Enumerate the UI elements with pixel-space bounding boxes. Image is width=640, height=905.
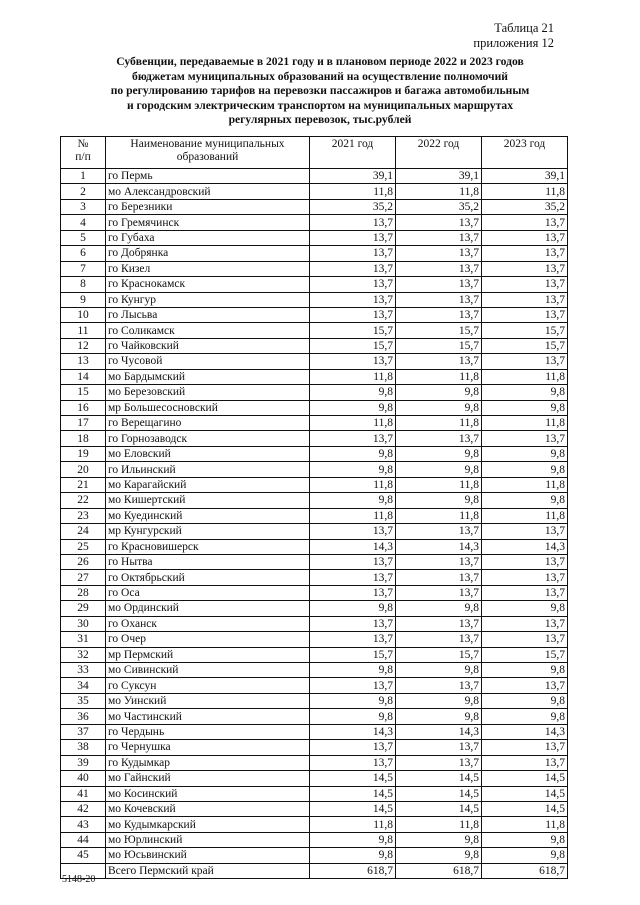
table-row	[61, 524, 568, 539]
table-row	[61, 307, 568, 322]
row-number: 35	[61, 693, 106, 708]
row-municipality: го Чайковский	[106, 338, 310, 353]
table-row	[61, 801, 568, 816]
row-number: 22	[61, 493, 106, 508]
table-row	[61, 493, 568, 508]
row-number: 6	[61, 246, 106, 261]
row-value-2021: 13,7	[310, 354, 396, 369]
table-row	[61, 848, 568, 863]
row-number: 13	[61, 354, 106, 369]
row-value-2022: 13,7	[396, 755, 482, 770]
row-value-2023: 13,7	[482, 678, 568, 693]
row-value-2022: 9,8	[396, 601, 482, 616]
row-value-2023: 39,1	[482, 169, 568, 184]
row-number: 34	[61, 678, 106, 693]
row-value-2021: 9,8	[310, 848, 396, 863]
table-row	[61, 663, 568, 678]
row-municipality: мо Гайнский	[106, 771, 310, 786]
table-row	[61, 832, 568, 847]
row-number: 24	[61, 524, 106, 539]
row-value-2023: 9,8	[482, 709, 568, 724]
header-name-line2: образований	[176, 151, 239, 163]
header-number-line1: №	[77, 138, 89, 150]
row-municipality: мр Пермский	[106, 647, 310, 662]
table-body	[61, 169, 568, 879]
row-value-2022: 14,5	[396, 771, 482, 786]
row-value-2021: 11,8	[310, 477, 396, 492]
table-row	[61, 431, 568, 446]
row-number: 23	[61, 508, 106, 523]
table-row	[61, 477, 568, 492]
row-value-2021: 13,7	[310, 616, 396, 631]
row-value-2021: 11,8	[310, 369, 396, 384]
row-value-2022: 13,7	[396, 616, 482, 631]
table-row	[61, 709, 568, 724]
row-municipality: го Лысьва	[106, 307, 310, 322]
table-row	[61, 246, 568, 261]
row-value-2022: 11,8	[396, 477, 482, 492]
row-municipality: го Ильинский	[106, 462, 310, 477]
table-row	[61, 755, 568, 770]
row-value-2023: 14,5	[482, 801, 568, 816]
row-value-2021: 13,7	[310, 431, 396, 446]
row-municipality: мо Карагайский	[106, 477, 310, 492]
row-number: 1	[61, 169, 106, 184]
table-row	[61, 462, 568, 477]
row-municipality: го Октябрьский	[106, 570, 310, 585]
row-municipality: мо Березовский	[106, 385, 310, 400]
row-value-2021: 9,8	[310, 709, 396, 724]
row-value-2021: 15,7	[310, 338, 396, 353]
row-municipality: го Кизел	[106, 261, 310, 276]
row-value-2021: 14,5	[310, 801, 396, 816]
row-number: 25	[61, 539, 106, 554]
row-value-2022: 15,7	[396, 338, 482, 353]
row-municipality: мо Кишертский	[106, 493, 310, 508]
row-value-2021: 13,7	[310, 230, 396, 245]
row-value-2022: 13,7	[396, 354, 482, 369]
row-number: 15	[61, 385, 106, 400]
row-value-2022: 13,7	[396, 277, 482, 292]
row-value-2022: 14,5	[396, 801, 482, 816]
row-value-2022: 14,3	[396, 724, 482, 739]
row-value-2023: 13,7	[482, 616, 568, 631]
table-row	[61, 416, 568, 431]
row-value-2021: 13,7	[310, 585, 396, 600]
table-row	[61, 369, 568, 384]
header-2022: 2022 год	[396, 137, 482, 169]
row-value-2023: 35,2	[482, 199, 568, 214]
row-municipality: го Губаха	[106, 230, 310, 245]
row-value-2021: 13,7	[310, 307, 396, 322]
row-municipality: го Чусовой	[106, 354, 310, 369]
row-value-2023: 15,7	[482, 647, 568, 662]
row-value-2023: 13,7	[482, 431, 568, 446]
title-line: бюджетам муниципальных образований на осуществление полномочий	[132, 69, 508, 83]
row-value-2022: 13,7	[396, 230, 482, 245]
row-value-2022: 13,7	[396, 524, 482, 539]
row-value-2021: 15,7	[310, 647, 396, 662]
row-value-2022: 9,8	[396, 493, 482, 508]
row-value-2021: 11,8	[310, 817, 396, 832]
table-row	[61, 740, 568, 755]
row-number: 5	[61, 230, 106, 245]
row-value-2023: 11,8	[482, 184, 568, 199]
row-value-2022: 9,8	[396, 385, 482, 400]
row-value-2022: 13,7	[396, 585, 482, 600]
row-number: 26	[61, 554, 106, 569]
title-line: Субвенции, передаваемые в 2021 году и в плановом периоде 2022 и 2023 годов	[116, 55, 524, 68]
row-municipality: мо Юсьвинский	[106, 848, 310, 863]
row-value-2023: 15,7	[482, 323, 568, 338]
row-value-2023: 11,8	[482, 817, 568, 832]
row-value-2021: 9,8	[310, 663, 396, 678]
row-number: 33	[61, 663, 106, 678]
row-value-2023: 9,8	[482, 446, 568, 461]
row-value-2021: 9,8	[310, 493, 396, 508]
row-value-2021: 13,7	[310, 554, 396, 569]
row-value-2021: 11,8	[310, 416, 396, 431]
row-value-2022: 9,8	[396, 832, 482, 847]
row-value-2021: 14,3	[310, 724, 396, 739]
row-number: 11	[61, 323, 106, 338]
row-municipality: мо Косинский	[106, 786, 310, 801]
row-value-2021: 13,7	[310, 261, 396, 276]
row-value-2023: 13,7	[482, 246, 568, 261]
table-row	[61, 616, 568, 631]
row-municipality: го Верещагино	[106, 416, 310, 431]
table-row	[61, 724, 568, 739]
row-value-2022: 9,8	[396, 709, 482, 724]
row-value-2021: 9,8	[310, 601, 396, 616]
table-row	[61, 215, 568, 230]
table-row	[61, 400, 568, 415]
row-value-2021: 14,5	[310, 786, 396, 801]
row-value-2022: 11,8	[396, 817, 482, 832]
row-value-2022: 9,8	[396, 663, 482, 678]
row-municipality: го Нытва	[106, 554, 310, 569]
row-number: 40	[61, 771, 106, 786]
table-row	[61, 292, 568, 307]
row-value-2023: 14,3	[482, 724, 568, 739]
title-line: и городским электрическим транспортом на муниципальных маршрутах	[126, 98, 514, 112]
table-row	[61, 554, 568, 569]
row-number: 36	[61, 709, 106, 724]
row-value-2021: 13,7	[310, 277, 396, 292]
row-number: 39	[61, 755, 106, 770]
row-number: 41	[61, 786, 106, 801]
row-value-2023: 13,7	[482, 755, 568, 770]
title-line: по регулированию тарифов на перевозки пассажиров и багажа автомобильным	[110, 84, 530, 97]
subsidy-table	[60, 136, 568, 879]
row-municipality: мо Кудымкарский	[106, 817, 310, 832]
row-value-2022: 13,7	[396, 570, 482, 585]
table-row	[61, 338, 568, 353]
table-row	[61, 385, 568, 400]
table-number: Таблица 21	[494, 21, 554, 35]
header-number-line2: п/п	[75, 151, 91, 163]
row-value-2021: 13,7	[310, 632, 396, 647]
table-header-row	[61, 137, 568, 169]
header-2021: 2021 год	[310, 137, 396, 169]
header-name-line1: Наименование муниципальных	[130, 138, 285, 150]
row-number: 9	[61, 292, 106, 307]
table-row	[61, 199, 568, 214]
table-row	[61, 693, 568, 708]
row-value-2022: 13,7	[396, 246, 482, 261]
row-value-2023: 11,8	[482, 369, 568, 384]
row-municipality: го Горнозаводск	[106, 431, 310, 446]
row-municipality: мо Ординский	[106, 601, 310, 616]
row-value-2022: 13,7	[396, 678, 482, 693]
row-municipality: Всего Пермский край	[106, 863, 310, 878]
row-value-2022: 13,7	[396, 215, 482, 230]
row-value-2023: 9,8	[482, 462, 568, 477]
row-number: 19	[61, 446, 106, 461]
table-row	[61, 230, 568, 245]
row-number: 16	[61, 400, 106, 415]
row-number: 2	[61, 184, 106, 199]
row-value-2022: 11,8	[396, 416, 482, 431]
row-municipality: мо Уинский	[106, 693, 310, 708]
document-code: 5148-20	[62, 874, 96, 885]
table-row	[61, 771, 568, 786]
row-number: 27	[61, 570, 106, 585]
row-value-2021: 9,8	[310, 832, 396, 847]
row-number: 20	[61, 462, 106, 477]
row-value-2021: 9,8	[310, 693, 396, 708]
row-value-2021: 13,7	[310, 678, 396, 693]
row-value-2022: 35,2	[396, 199, 482, 214]
row-municipality: го Добрянка	[106, 246, 310, 261]
table-row	[61, 632, 568, 647]
table-row	[61, 570, 568, 585]
row-municipality: мо Сивинский	[106, 663, 310, 678]
row-value-2023: 618,7	[482, 863, 568, 878]
table-row	[61, 184, 568, 199]
row-value-2023: 14,3	[482, 539, 568, 554]
row-value-2021: 13,7	[310, 570, 396, 585]
row-municipality: мр Большесосновский	[106, 400, 310, 415]
row-municipality: мо Кочевский	[106, 801, 310, 816]
row-value-2023: 9,8	[482, 400, 568, 415]
row-municipality: мо Частинский	[106, 709, 310, 724]
row-value-2021: 14,3	[310, 539, 396, 554]
table-row	[61, 786, 568, 801]
table-row	[61, 323, 568, 338]
row-value-2023: 11,8	[482, 416, 568, 431]
row-number: 12	[61, 338, 106, 353]
row-municipality: го Пермь	[106, 169, 310, 184]
table-row	[61, 169, 568, 184]
row-value-2022: 13,7	[396, 554, 482, 569]
row-value-2022: 11,8	[396, 369, 482, 384]
row-value-2021: 15,7	[310, 323, 396, 338]
row-number: 21	[61, 477, 106, 492]
row-value-2022: 39,1	[396, 169, 482, 184]
header-name	[106, 137, 310, 169]
row-value-2023: 11,8	[482, 477, 568, 492]
row-number: 43	[61, 817, 106, 832]
row-municipality: го Кудымкар	[106, 755, 310, 770]
row-value-2022: 13,7	[396, 261, 482, 276]
table-row	[61, 817, 568, 832]
row-value-2022: 13,7	[396, 632, 482, 647]
row-value-2022: 13,7	[396, 307, 482, 322]
row-municipality: го Красновишерск	[106, 539, 310, 554]
table-row	[61, 678, 568, 693]
row-value-2021: 9,8	[310, 400, 396, 415]
table-row	[61, 539, 568, 554]
row-number: 44	[61, 832, 106, 847]
row-value-2023: 13,7	[482, 554, 568, 569]
row-municipality: го Оса	[106, 585, 310, 600]
table-row	[61, 446, 568, 461]
row-municipality: мо Куединский	[106, 508, 310, 523]
row-municipality: мо Юрлинский	[106, 832, 310, 847]
row-value-2021: 13,7	[310, 524, 396, 539]
appendix-number: приложения 12	[473, 36, 554, 50]
row-value-2022: 9,8	[396, 446, 482, 461]
row-value-2022: 13,7	[396, 431, 482, 446]
row-value-2021: 618,7	[310, 863, 396, 878]
row-number: 28	[61, 585, 106, 600]
row-municipality: го Березники	[106, 199, 310, 214]
table-row	[61, 261, 568, 276]
document-title	[60, 55, 580, 128]
row-municipality: го Чернушка	[106, 740, 310, 755]
row-value-2023: 13,7	[482, 524, 568, 539]
row-value-2023: 13,7	[482, 230, 568, 245]
table-row	[61, 601, 568, 616]
row-number: 7	[61, 261, 106, 276]
row-number: 10	[61, 307, 106, 322]
title-line: регулярных перевозок, тыс.рублей	[228, 113, 412, 126]
row-value-2021: 13,7	[310, 292, 396, 307]
row-value-2021: 13,7	[310, 246, 396, 261]
table-row	[61, 277, 568, 292]
row-number: 45	[61, 848, 106, 863]
row-number: 18	[61, 431, 106, 446]
row-value-2022: 13,7	[396, 740, 482, 755]
row-value-2022: 11,8	[396, 184, 482, 199]
row-value-2023: 13,7	[482, 354, 568, 369]
row-municipality: го Гремячинск	[106, 215, 310, 230]
row-municipality: мо Александровский	[106, 184, 310, 199]
row-number: 4	[61, 215, 106, 230]
row-value-2021: 13,7	[310, 740, 396, 755]
row-municipality: го Оханск	[106, 616, 310, 631]
row-municipality: го Очер	[106, 632, 310, 647]
row-municipality: го Краснокамск	[106, 277, 310, 292]
row-number: 8	[61, 277, 106, 292]
row-value-2021: 14,5	[310, 771, 396, 786]
row-value-2021: 9,8	[310, 462, 396, 477]
row-value-2023: 13,7	[482, 261, 568, 276]
row-municipality: го Чердынь	[106, 724, 310, 739]
row-value-2023: 13,7	[482, 307, 568, 322]
table-row	[61, 354, 568, 369]
row-value-2022: 13,7	[396, 292, 482, 307]
row-value-2023: 13,7	[482, 570, 568, 585]
row-value-2023: 13,7	[482, 292, 568, 307]
row-municipality: го Соликамск	[106, 323, 310, 338]
row-value-2023: 13,7	[482, 632, 568, 647]
row-number: 17	[61, 416, 106, 431]
row-municipality: мо Бардымский	[106, 369, 310, 384]
row-value-2023: 9,8	[482, 663, 568, 678]
row-value-2022: 15,7	[396, 323, 482, 338]
row-value-2023: 9,8	[482, 601, 568, 616]
row-value-2021: 13,7	[310, 215, 396, 230]
row-value-2022: 9,8	[396, 462, 482, 477]
row-municipality: мр Кунгурский	[106, 524, 310, 539]
row-value-2021: 35,2	[310, 199, 396, 214]
table-total-row	[61, 863, 568, 878]
row-value-2022: 11,8	[396, 508, 482, 523]
row-value-2023: 9,8	[482, 848, 568, 863]
row-number: 14	[61, 369, 106, 384]
row-number: 32	[61, 647, 106, 662]
row-value-2023: 9,8	[482, 693, 568, 708]
table-row	[61, 508, 568, 523]
row-value-2022: 14,5	[396, 786, 482, 801]
row-number: 42	[61, 801, 106, 816]
row-value-2022: 15,7	[396, 647, 482, 662]
row-value-2023: 9,8	[482, 493, 568, 508]
header-2023: 2023 год	[482, 137, 568, 169]
row-value-2021: 11,8	[310, 184, 396, 199]
row-value-2023: 15,7	[482, 338, 568, 353]
row-value-2021: 13,7	[310, 755, 396, 770]
row-value-2023: 14,5	[482, 786, 568, 801]
row-number: 29	[61, 601, 106, 616]
row-municipality: го Суксун	[106, 678, 310, 693]
row-value-2023: 13,7	[482, 585, 568, 600]
table-row	[61, 647, 568, 662]
row-value-2023: 9,8	[482, 385, 568, 400]
row-municipality: мо Еловский	[106, 446, 310, 461]
row-value-2021: 9,8	[310, 385, 396, 400]
row-value-2022: 618,7	[396, 863, 482, 878]
row-municipality: го Кунгур	[106, 292, 310, 307]
row-number: 30	[61, 616, 106, 631]
row-value-2022: 9,8	[396, 400, 482, 415]
row-number: 31	[61, 632, 106, 647]
row-value-2023: 14,5	[482, 771, 568, 786]
row-value-2023: 13,7	[482, 277, 568, 292]
row-number: 3	[61, 199, 106, 214]
row-value-2022: 9,8	[396, 848, 482, 863]
row-value-2023: 11,8	[482, 508, 568, 523]
row-value-2022: 9,8	[396, 693, 482, 708]
row-value-2022: 14,3	[396, 539, 482, 554]
row-value-2021: 9,8	[310, 446, 396, 461]
row-number: 38	[61, 740, 106, 755]
row-value-2021: 39,1	[310, 169, 396, 184]
table-row	[61, 585, 568, 600]
row-value-2023: 13,7	[482, 215, 568, 230]
row-number: 37	[61, 724, 106, 739]
row-value-2021: 11,8	[310, 508, 396, 523]
header-number	[61, 137, 106, 169]
row-value-2023: 13,7	[482, 740, 568, 755]
table-reference	[473, 21, 554, 51]
row-value-2023: 9,8	[482, 832, 568, 847]
